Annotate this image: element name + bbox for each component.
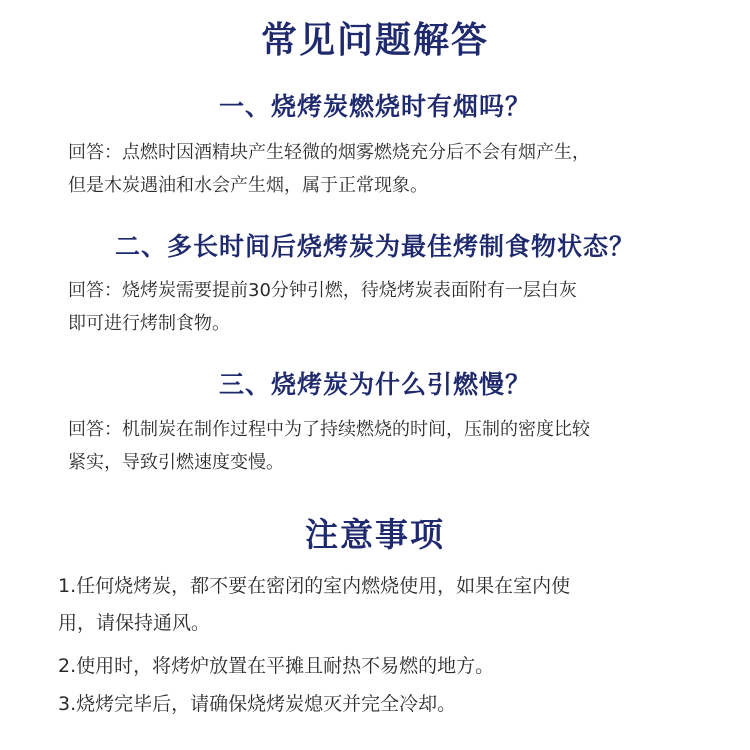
faq-answer-3: 回答：机制炭在制作过程中为了持续燃烧的时间，压制的密度比较 紧实，导致引燃速度变慢。 — [68, 419, 590, 473]
note-item-3: 3.烧烤完毕后，请确保烧烤炭熄灭并完全冷却。 — [58, 693, 457, 715]
notes-title: 注意事项 — [305, 515, 445, 554]
page-title: 常见问题解答 — [260, 20, 489, 61]
note-item-1: 1.任何烧烤炭，都不要在密闭的室内燃烧使用，如果在室内使 用，请保持通风。 — [58, 575, 571, 634]
faq-answer-2: 回答：烧烤炭需要提前30分钟引燃，待烧烤炭表面附有一层白灰 即可进行烤制食物。 — [68, 280, 577, 334]
faq-question-3: 三、烧烤炭为什么引燃慢？ — [218, 370, 531, 399]
faq-answer-1: 回答：点燃时因酒精块产生轻微的烟雾燃烧充分后不会有烟产生， 但是木炭遇油和水会产生烟，属于正常现象。 — [68, 142, 590, 196]
faq-question-1: 一、烧烤炭燃烧时有烟吗？ — [218, 92, 531, 121]
note-item-2: 2.使用时，将烤炉放置在平摊且耐热不易燃的地方。 — [58, 655, 495, 677]
faq-question-2: 二、多长时间后烧烤炭为最佳烤制食物状态？ — [114, 232, 635, 261]
